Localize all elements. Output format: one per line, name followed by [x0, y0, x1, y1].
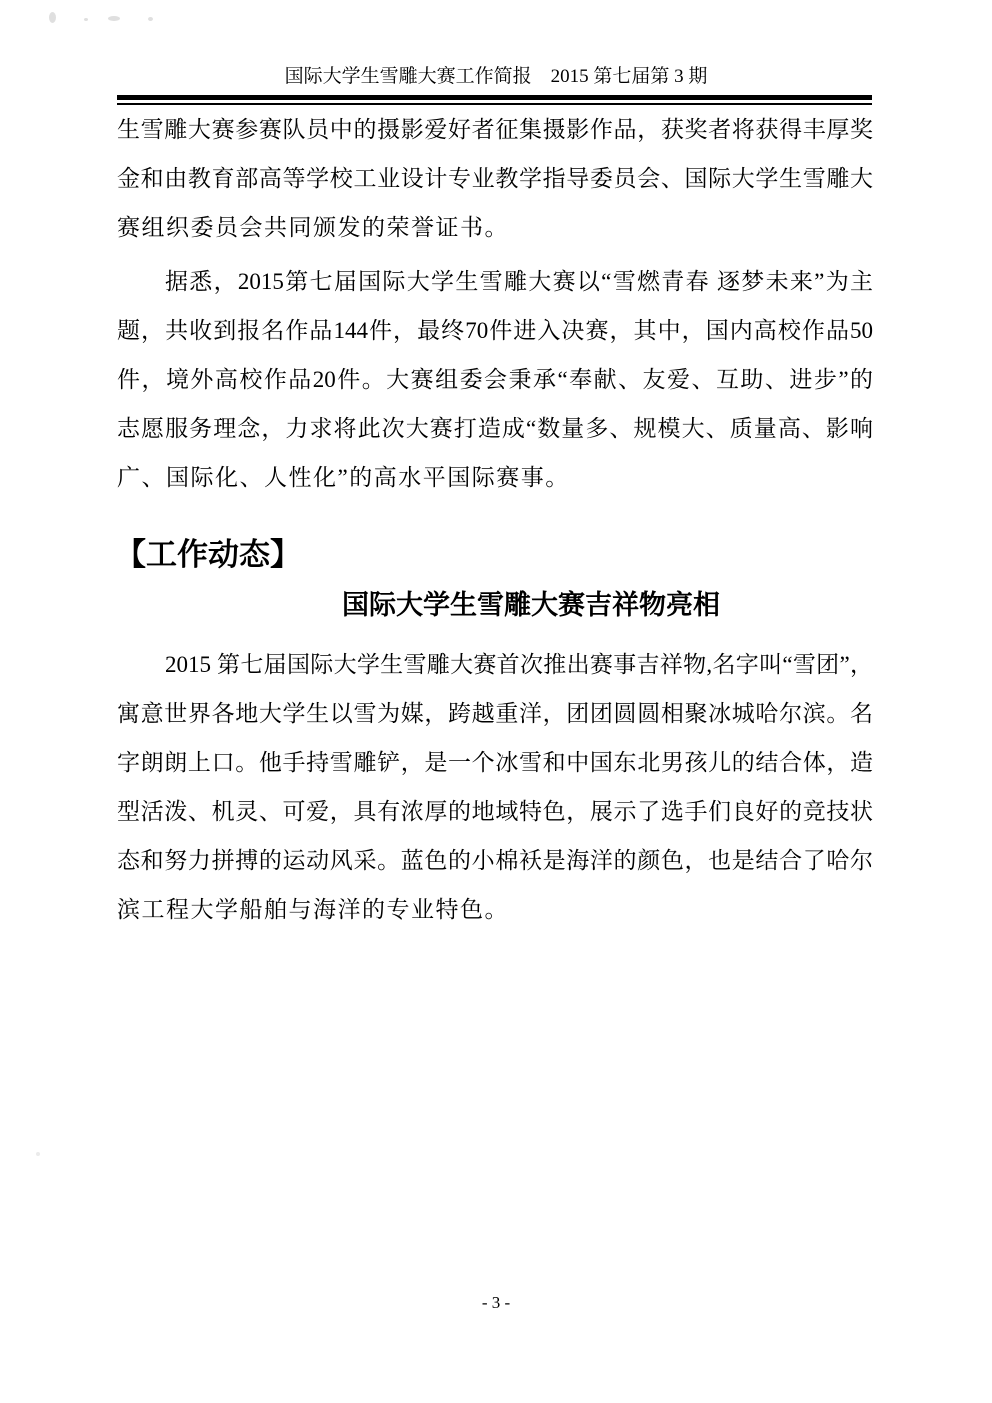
page-footer — [0, 1292, 992, 1314]
article-heading-mascot: 国际大学生雪雕大赛吉祥物亮相 — [342, 590, 720, 620]
paragraph-line: 广、国际化、人性化”的高水平国际赛事。 — [117, 465, 570, 490]
paragraph-line: 态和努力拼搏的运动风采。蓝色的小棉袄是海洋的颜色，也是结合了哈尔 — [117, 848, 873, 873]
paragraph-line: 题，共收到报名作品144件，最终70件进入决赛，其中，国内高校作品50 — [117, 318, 873, 343]
paragraph-line: 滨工程大学船舶与海洋的专业特色。 — [117, 897, 509, 922]
paragraph-mascot — [117, 640, 873, 934]
section-label-work-updates: 【工作动态】 — [115, 537, 301, 573]
paragraph-line: 字朗朗上口。他手持雪雕铲，是一个冰雪和中国东北男孩儿的结合体，造 — [117, 750, 873, 775]
paragraph-line: 寓意世界各地大学生以雪为媒，跨越重洋，团团圆圆相聚冰城哈尔滨。名 — [117, 701, 873, 726]
paragraph-competition-overview — [117, 257, 873, 502]
page-number: - 3 - — [481, 1293, 511, 1312]
paragraph-line: 生雪雕大赛参赛队员中的摄影爱好者征集摄影作品，获奖者将获得丰厚奖 — [117, 117, 873, 142]
scan-artifact — [49, 12, 56, 23]
header-title: 国际大学生雪雕大赛工作简报 2015 第七届第 3 期 — [284, 66, 708, 87]
paragraph-line: 件，境外高校作品20件。大赛组委会秉承“奉献、友爱、互助、进步”的 — [117, 367, 873, 392]
scan-artifact — [84, 18, 88, 21]
paragraph-line: 赛组织委员会共同颁发的荣誉证书。 — [117, 215, 509, 240]
header-double-rule — [117, 95, 872, 105]
scan-artifact — [148, 17, 153, 21]
paragraph-line: 据悉，2015第七届国际大学生雪雕大赛以“雪燃青春 逐梦未来”为主 — [165, 269, 873, 294]
scan-artifact — [108, 16, 120, 21]
scan-artifact — [36, 1152, 40, 1156]
paragraph-line: 2015 第七届国际大学生雪雕大赛首次推出赛事吉祥物,名字叫“雪团”， — [165, 652, 873, 677]
paragraph-line: 型活泼、机灵、可爱，具有浓厚的地域特色，展示了选手们良好的竞技状 — [117, 799, 873, 824]
paragraph-line: 志愿服务理念，力求将此次大赛打造成“数量多、规模大、质量高、影响 — [117, 416, 873, 441]
paragraph-award-continuation — [117, 105, 873, 252]
paragraph-line: 金和由教育部高等学校工业设计专业教学指导委员会、国际大学生雪雕大 — [117, 166, 873, 191]
